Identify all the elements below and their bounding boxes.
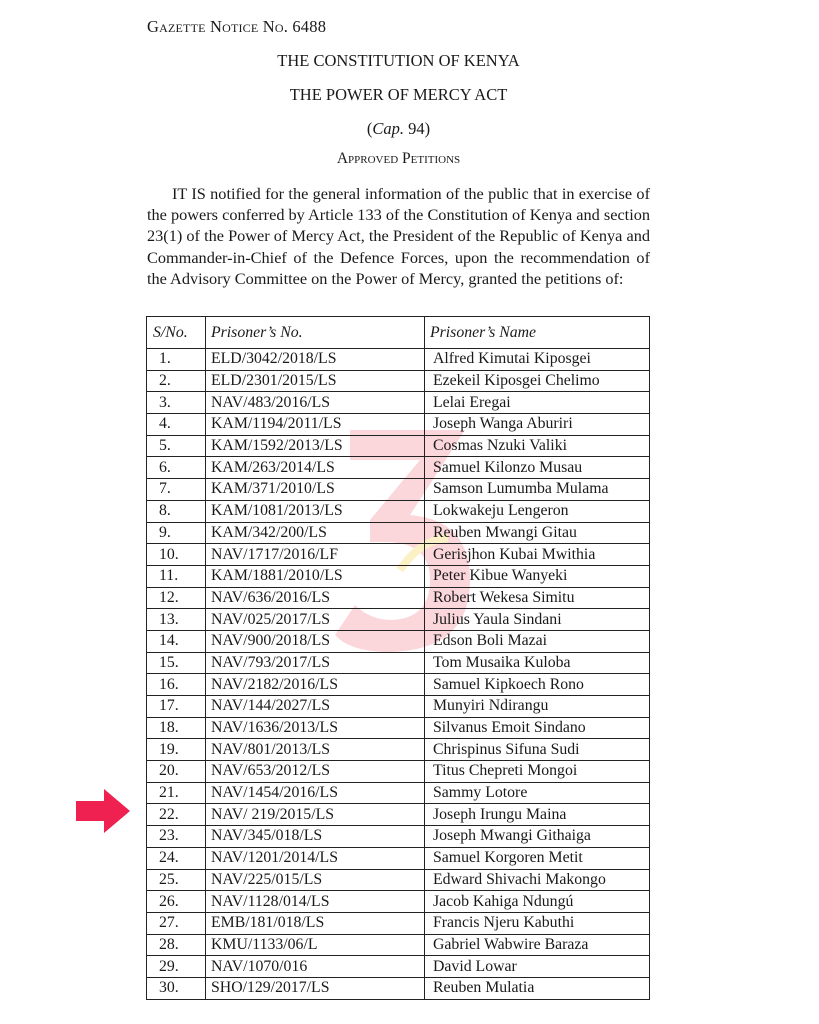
row-prisoner-number: NAV/2182/2016/LS [206,674,425,696]
row-prisoner-name: Robert Wekesa Simitu [425,587,650,609]
header-prisoner-name: Prisoner’s Name [425,317,650,349]
row-serial-number: 5. [147,435,206,457]
table-row [147,934,650,956]
row-prisoner-number: KAM/1881/2010/LS [206,565,425,587]
row-prisoner-name: Peter Kibue Wanyeki [425,565,650,587]
row-serial-number: 26. [147,891,206,913]
row-prisoner-name: Gabriel Wabwire Baraza [425,934,650,956]
row-serial-number: 12. [147,587,206,609]
row-prisoner-number: NAV/345/018/LS [206,826,425,848]
row-serial-number: 15. [147,652,206,674]
row-prisoner-number: NAV/1128/014/LS [206,891,425,913]
row-prisoner-name: Gerisjhon Kubai Mwithia [425,544,650,566]
row-prisoner-name: Sammy Lotore [425,782,650,804]
row-prisoner-name: Samuel Korgoren Metit [425,847,650,869]
row-serial-number: 11. [147,565,206,587]
title-constitution: THE CONSTITUTION OF KENYA [277,51,520,70]
row-prisoner-name: Reuben Mwangi Gitau [425,522,650,544]
row-serial-number: 28. [147,934,206,956]
table-row [147,956,650,978]
table-row [147,804,650,826]
row-prisoner-name: Lokwakeju Lengeron [425,500,650,522]
row-serial-number: 22. [147,804,206,826]
row-prisoner-number: NAV/144/2027/LS [206,696,425,718]
row-prisoner-number: NAV/1717/2016/LF [206,544,425,566]
table-row [147,847,650,869]
table-row [147,370,650,392]
row-serial-number: 18. [147,717,206,739]
row-prisoner-name: Cosmas Nzuki Valiki [425,435,650,457]
row-prisoner-number: NAV/1636/2013/LS [206,717,425,739]
table-row [147,869,650,891]
row-prisoner-name: Lelai Eregai [425,392,650,414]
row-prisoner-number: NAV/225/015/LS [206,869,425,891]
row-serial-number: 3. [147,392,206,414]
table-row [147,565,650,587]
row-prisoner-number: SHO/129/2017/LS [206,977,425,999]
table-body [147,349,650,1000]
row-prisoner-number: ELD/3042/2018/LS [206,349,425,371]
header-prisoner-number: Prisoner’s No. [206,317,425,349]
row-prisoner-number: NAV/025/2017/LS [206,609,425,631]
table-row [147,414,650,436]
row-prisoner-number: NAV/653/2012/LS [206,761,425,783]
row-prisoner-number: NAV/1201/2014/LS [206,847,425,869]
row-serial-number: 2. [147,370,206,392]
row-prisoner-name: Samson Lumumba Mulama [425,479,650,501]
table-row [147,392,650,414]
row-prisoner-name: Titus Chepreti Mongoi [425,761,650,783]
row-prisoner-number: KAM/263/2014/LS [206,457,425,479]
row-serial-number: 29. [147,956,206,978]
row-prisoner-number: KAM/342/200/LS [206,522,425,544]
row-prisoner-number: NAV/1454/2016/LS [206,782,425,804]
row-prisoner-name: Munyiri Ndirangu [425,696,650,718]
row-prisoner-number: KAM/371/2010/LS [206,479,425,501]
row-serial-number: 13. [147,609,206,631]
table-row [147,544,650,566]
approved-petitions-table [146,316,650,1000]
row-prisoner-name: Tom Musaika Kuloba [425,652,650,674]
table-row [147,717,650,739]
section-heading: Approved Petitions [336,150,461,167]
row-prisoner-number: KMU/1133/06/L [206,934,425,956]
table-row [147,912,650,934]
row-prisoner-name: Reuben Mulatia [425,977,650,999]
table-header-row [147,317,650,349]
row-prisoner-number: NAV/801/2013/LS [206,739,425,761]
header-serial-number: S/No. [147,317,206,349]
row-prisoner-name: Joseph Mwangi Githaiga [425,826,650,848]
table-row [147,587,650,609]
table-row [147,761,650,783]
row-prisoner-name: Jacob Kahiga Ndungú [425,891,650,913]
row-serial-number: 1. [147,349,206,371]
row-serial-number: 7. [147,479,206,501]
table-row [147,696,650,718]
row-serial-number: 20. [147,761,206,783]
row-prisoner-number: KAM/1194/2011/LS [206,414,425,436]
table-row [147,500,650,522]
table-row [147,652,650,674]
row-prisoner-number: NAV/483/2016/LS [206,392,425,414]
intro-paragraph: IT IS notified for the general information of the public that in exercise of the powers conferred by Article 133 of the Constitution of Kenya and section 23(1) of the Power of Mercy Act, the President of the Republic of Kenya and Commander-in-Chief of the Defence Forces, upon the recommendation of the Advisory Committee on the Power of Mercy, granted the petitions of: [147,184,650,288]
row-serial-number: 23. [147,826,206,848]
row-serial-number: 8. [147,500,206,522]
table-row [147,739,650,761]
row-serial-number: 17. [147,696,206,718]
row-serial-number: 27. [147,912,206,934]
row-serial-number: 24. [147,847,206,869]
row-serial-number: 25. [147,869,206,891]
table-row [147,435,650,457]
row-prisoner-number: KAM/1081/2013/LS [206,500,425,522]
right-arrow-icon [76,789,130,833]
table-row [147,826,650,848]
table-row [147,674,650,696]
row-prisoner-number: NAV/793/2017/LS [206,652,425,674]
table-row [147,479,650,501]
row-prisoner-number: NAV/900/2018/LS [206,630,425,652]
table-row [147,349,650,371]
row-prisoner-number: NAV/1070/016 [206,956,425,978]
row-serial-number: 9. [147,522,206,544]
table-row [147,630,650,652]
row-prisoner-name: Francis Njeru Kabuthi [425,912,650,934]
table-row [147,522,650,544]
row-prisoner-name: Ezekeil Kiposgei Chelimo [425,370,650,392]
row-serial-number: 10. [147,544,206,566]
row-prisoner-name: Samuel Kilonzo Musau [425,457,650,479]
row-prisoner-name: Joseph Wanga Aburiri [425,414,650,436]
row-serial-number: 6. [147,457,206,479]
row-prisoner-name: Edson Boli Mazai [425,630,650,652]
cap-reference: (Cap. 94) [366,119,431,138]
row-serial-number: 14. [147,630,206,652]
row-prisoner-number: ELD/2301/2015/LS [206,370,425,392]
table-row [147,977,650,999]
row-prisoner-name: Chrispinus Sifuna Sudi [425,739,650,761]
row-prisoner-name: Samuel Kipkoech Rono [425,674,650,696]
table-row [147,457,650,479]
row-prisoner-number: EMB/181/018/LS [206,912,425,934]
table-row [147,782,650,804]
row-prisoner-number: NAV/ 219/2015/LS [206,804,425,826]
row-prisoner-name: Silvanus Emoit Sindano [425,717,650,739]
title-power-of-mercy-act: THE POWER OF MERCY ACT [289,85,508,104]
row-prisoner-name: Edward Shivachi Makongo [425,869,650,891]
row-prisoner-name: Julius Yaula Sindani [425,609,650,631]
table-row [147,609,650,631]
row-serial-number: 4. [147,414,206,436]
row-serial-number: 19. [147,739,206,761]
row-serial-number: 30. [147,977,206,999]
row-serial-number: 21. [147,782,206,804]
row-prisoner-number: NAV/636/2016/LS [206,587,425,609]
row-prisoner-name: Alfred Kimutai Kiposgei [425,349,650,371]
table-row [147,891,650,913]
gazette-notice-number: Gazette Notice No. 6488 [147,17,327,36]
row-prisoner-number: KAM/1592/2013/LS [206,435,425,457]
row-prisoner-name: Joseph Irungu Maina [425,804,650,826]
row-serial-number: 16. [147,674,206,696]
row-prisoner-name: David Lowar [425,956,650,978]
